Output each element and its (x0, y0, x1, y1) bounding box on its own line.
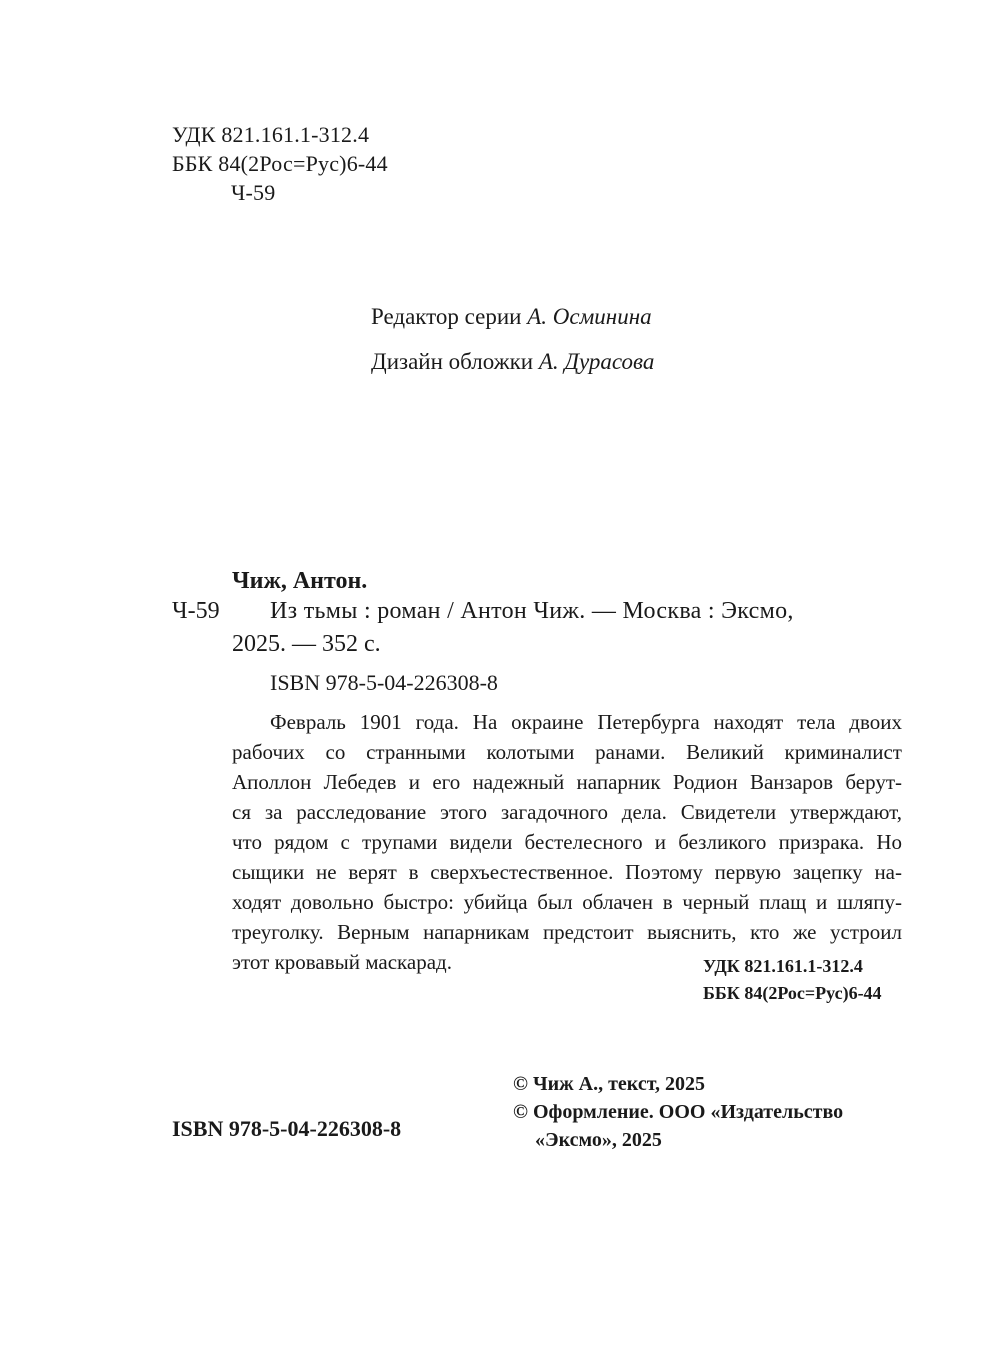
annotation-paragraph (232, 707, 902, 977)
bottom-bbk-code: ББК 84(2Рос=Рус)6-44 (703, 983, 882, 1003)
annotation-line: ся за расследование этого загадочного дела. Свидетели утверждают, (232, 800, 902, 824)
cover-design-label: Дизайн обложки (371, 349, 539, 374)
bottom-classification-block (703, 953, 882, 1007)
annotation-line: Аполлон Лебедев и его надежный напарник Родион Ванзаров берут- (232, 770, 902, 794)
annotation-line: Февраль 1901 года. На окраине Петербурга находят тела двоих (270, 710, 902, 734)
bib-entry-code: Ч-59 (172, 598, 220, 624)
bib-entry-isbn: ISBN 978-5-04-226308-8 (270, 670, 498, 695)
bib-entry-author: Чиж, Антон. (232, 568, 368, 594)
copyright-text: © Чиж А., текст, 2025 (513, 1073, 706, 1095)
bottom-udk-code: УДК 821.161.1-312.4 (703, 956, 863, 976)
series-editor-label: Редактор серии (371, 304, 528, 329)
bib-entry-title-line1: Из тьмы : роман / Антон Чиж. — Москва : Эксмо, (270, 598, 794, 624)
annotation-line: рабочих со странными колотыми ранами. Великий криминалист (232, 740, 902, 764)
bottom-isbn: ISBN 978-5-04-226308-8 (172, 1116, 402, 1141)
annotation-line: сыщики не верят в сверхъестественное. Поэтому первую зацепку на- (232, 860, 902, 884)
bib-entry-title-line2: 2025. — 352 с. (232, 631, 381, 657)
cover-design-credit (371, 339, 654, 384)
bbk-code: ББК 84(2Рос=Рус)6-44 (172, 151, 388, 176)
udk-code: УДК 821.161.1-312.4 (172, 122, 370, 147)
classification-block (172, 120, 388, 207)
series-editor-name: А. Осминина (527, 304, 652, 329)
copyright-design: © Оформление. ООО «Издательство (513, 1101, 844, 1123)
annotation-line: треуголку. Верным напарникам предстоит выяснить, кто же устроил (232, 920, 902, 944)
annotation-line: этот кровавый маскарад. (232, 950, 452, 974)
annotation-line: что рядом с трупами видели бестелесного и безликого призрака. Но (232, 830, 902, 854)
copyright-design-cont: «Эксмо», 2025 (535, 1129, 662, 1151)
series-editor-credit (371, 294, 654, 339)
annotation-line: ходят довольно быстро: убийца был облачен в черный плащ и шляпу- (232, 890, 902, 914)
cover-design-name: А. Дурасова (538, 349, 655, 374)
credits-block (371, 294, 654, 384)
copyright-block (513, 1070, 843, 1154)
author-mark: Ч-59 (231, 180, 276, 205)
